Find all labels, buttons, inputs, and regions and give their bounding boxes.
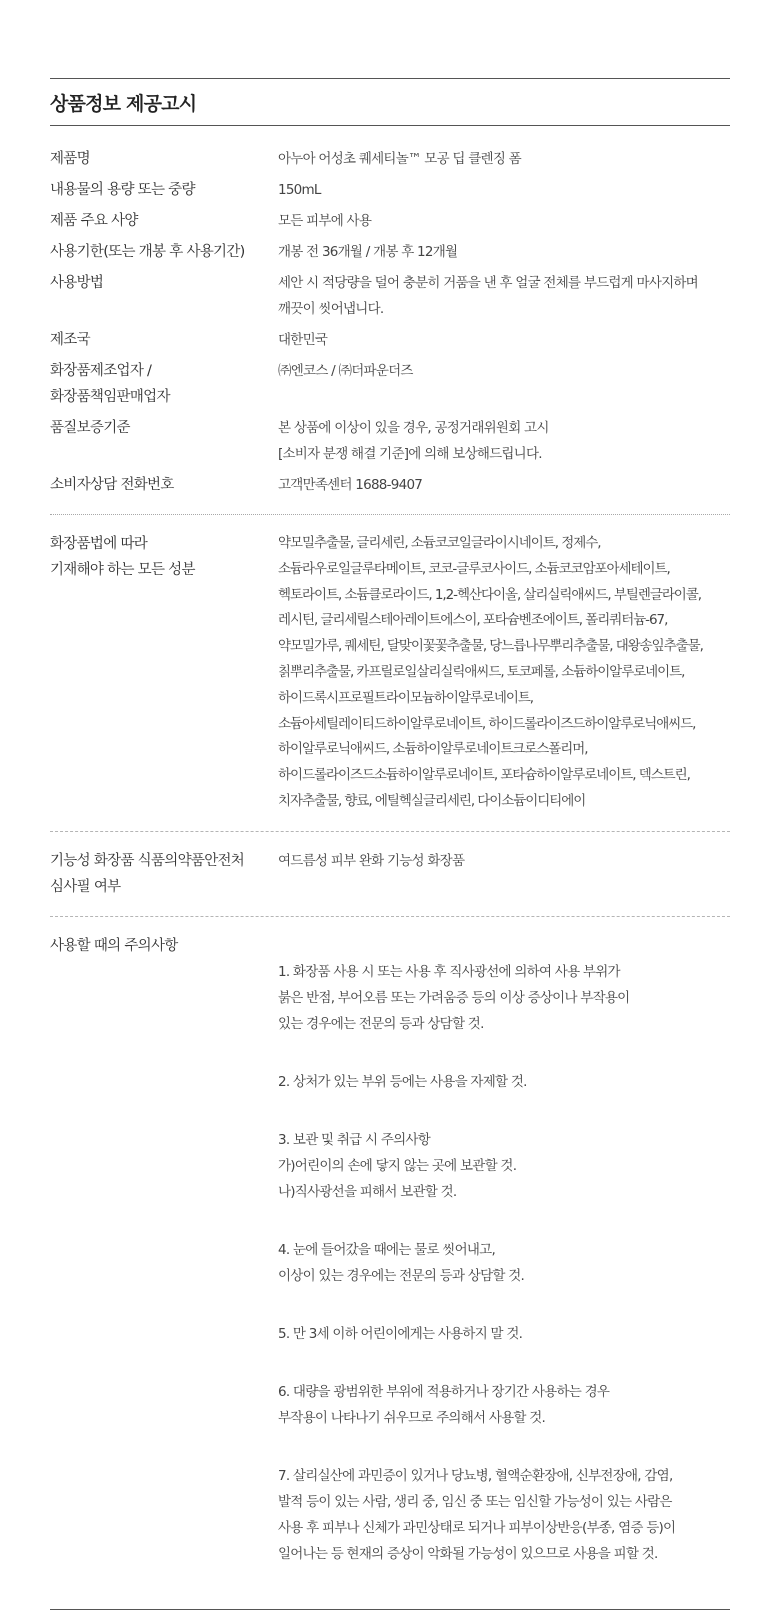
info-value: 고객만족센터 1688-9407 xyxy=(278,477,423,493)
basic-info-section xyxy=(50,126,730,514)
functional-label: 기능성 화장품 식품의약품안전처 심사필 여부 xyxy=(50,852,245,895)
info-value: 모든 피부에 사용 xyxy=(278,213,372,229)
info-value: 개봉 전 36개월 / 개봉 후 12개월 xyxy=(278,244,458,260)
cautions-section xyxy=(50,917,730,1609)
caution-item: 3. 보관 및 취급 시 주의사항 가)어린이의 손에 닿지 않는 곳에 보관할 것. 나)직사광선을 피해서 보관할 것. xyxy=(278,1131,517,1200)
section-title: 상품정보 제공고시 xyxy=(50,79,730,126)
info-label: 제품 주요 사양 xyxy=(50,213,138,229)
info-value: 세안 시 적당량을 덜어 충분히 거품을 낸 후 얼굴 전체를 부드럽게 마사지하며 깨끗이 씻어냅니다. xyxy=(278,275,698,317)
info-row-expiry xyxy=(50,239,730,265)
info-row-country xyxy=(50,327,730,353)
info-label: 사용방법 xyxy=(50,275,104,291)
info-row-cautions xyxy=(50,933,730,1593)
info-label: 사용기한(또는 개봉 후 사용기간) xyxy=(50,244,245,260)
info-row-manufacturer xyxy=(50,358,730,410)
functional-section xyxy=(50,832,730,916)
info-label: 제품명 xyxy=(50,151,90,167)
info-row-usage xyxy=(50,270,730,322)
info-value: 아누아 어성초 퀘세티놀™ 모공 딥 클렌징 폼 xyxy=(278,151,521,167)
info-value: 본 상품에 이상이 있을 경우, 공정거래위원회 고시 [소비자 분쟁 해결 기준]에 의해 보상해드립니다. xyxy=(278,420,549,462)
caution-item: 1. 화장품 사용 시 또는 사용 후 직사광선에 의하여 사용 부위가 붉은 반점, 부어오름 또는 가려움증 등의 이상 증상이나 부작용이 있는 경우에는 전문의 등과 상담할 것. xyxy=(278,963,630,1032)
cautions-list xyxy=(278,933,730,1593)
functional-value: 여드름성 피부 완화 기능성 화장품 xyxy=(278,852,465,869)
info-label: 제조국 xyxy=(50,332,90,348)
info-value: 150mL xyxy=(278,182,321,198)
info-row-spec xyxy=(50,208,730,234)
info-value: 대한민국 xyxy=(278,332,328,348)
info-row-phone xyxy=(50,472,730,498)
cautions-label: 사용할 때의 주의사항 xyxy=(50,937,178,954)
caution-item: 7. 살리실산에 과민증이 있거나 당뇨병, 혈액순환장애, 신부전장애, 감염, 발적 등이 있는 사람, 생리 중, 임신 중 또는 임신할 가능성이 있는 사람은 사용 후 피부나 신체가 과민상태로 되거나 피부이상반응(부종, 염증 등)이 일어나는 등 현재의 증상이 악화될 가능성이 있으므로 사용을 피할 것. xyxy=(278,1467,676,1562)
caution-item: 6. 대량을 광범위한 부위에 적용하거나 장기간 사용하는 경우 부작용이 나타나기 쉬우므로 주의해서 사용할 것. xyxy=(278,1383,610,1426)
info-row-product-name xyxy=(50,146,730,172)
info-row-functional xyxy=(50,848,730,900)
info-row-ingredients xyxy=(50,531,730,815)
info-row-volume xyxy=(50,177,730,203)
product-info-notice xyxy=(50,78,730,1610)
info-value: ㈜엔코스 / ㈜더파운더즈 xyxy=(278,363,413,379)
ingredients-list: 약모밀추출물, 글리세린, 소듐코코일글라이시네이트, 정제수, 소듐라우로일글루타메이트, 코코-글루코사이드, 소듐코코암포아세테이트, 헥토라이트, 소듐클로라이드, 1,2-헥산다이올, 살리실릭애씨드, 부틸렌글라이콜, 레시틴, 글리세릴스테아레이트에스이, 포타슘벤조에이트, 폴리쿼터늄-67, 약모밀가루, 퀘세틴, 달맞이꽃꽃추출물, 당느릅나무뿌리추출물, 대왕송잎추출물, 칡뿌리추출물, 카프릴로일살리실릭애씨드, 토코페롤, 소듐하이알루로네이트, 하이드록시프로필트라이모늄하이알루로네이트, 소듐아세틸레이티드하이알루로네이트, 하이드롤라이즈드하이알루로닉애씨드, 하이알루로닉애씨드, 소듐하이알루로네이트크로스폴리머, 하이드롤라이즈드소듐하이알루로네이트, 포타슘하이알루로네이트, 덱스트린, 치자추출물, 향료, 에틸헥실글리세린, 다이소듐이디티에이 xyxy=(278,535,703,809)
info-label: 화장품제조업자 / 화장품책임판매업자 xyxy=(50,363,170,405)
caution-item: 5. 만 3세 이하 어린이에게는 사용하지 말 것. xyxy=(278,1325,523,1342)
caution-item: 4. 눈에 들어갔을 때에는 물로 씻어내고, 이상이 있는 경우에는 전문의 등과 상담할 것. xyxy=(278,1241,525,1284)
info-label: 품질보증기준 xyxy=(50,420,130,436)
ingredients-section xyxy=(50,515,730,831)
info-label: 소비자상담 전화번호 xyxy=(50,477,174,493)
info-row-quality xyxy=(50,415,730,467)
caution-item: 2. 상처가 있는 부위 등에는 사용을 자제할 것. xyxy=(278,1073,527,1090)
ingredients-label: 화장품법에 따라 기재해야 하는 모든 성분 xyxy=(50,536,195,578)
info-label: 내용물의 용량 또는 중량 xyxy=(50,182,195,198)
